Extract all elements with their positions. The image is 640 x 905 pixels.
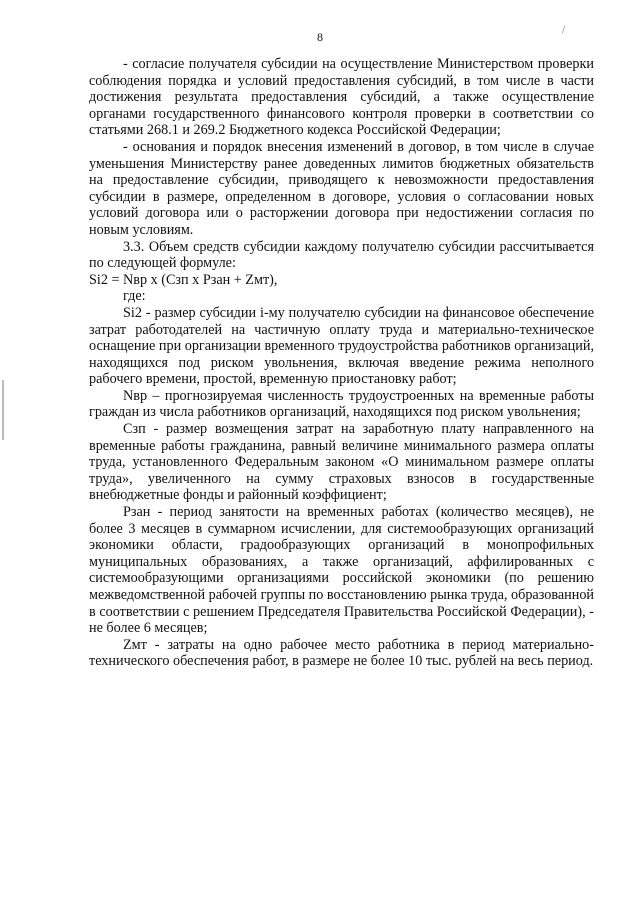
where-label: где:	[123, 288, 146, 305]
corner-mark: /	[562, 22, 566, 36]
page-number: 8	[317, 30, 323, 44]
paragraph-consent: - согласие получателя субсидии на осуществление Министерством проверки соблюдения порядка и условий предоставления субсидий, в том числе в части достижения результата предоставления субсидий, а также осуществление органами государственного финансового контроля проверки в соответствии со статьями 268.1 и 269.2 Бюджетного кодекса Российской Федерации;	[89, 56, 594, 139]
paragraph-3-3: 3.3. Объем средств субсидии каждому получателю субсидии рассчитывается по следующей формуле:	[89, 238, 594, 272]
definition-zmt: Zмт - затраты на одно рабочее место работника в период материально-технического обеспечения работ, в размере не более 10 тыс. рублей на весь период.	[89, 636, 594, 670]
formula: Si2 = Nвр х (Сзп х Рзан + Zмт),	[89, 271, 278, 288]
scan-edge-mark	[2, 380, 4, 440]
definition-rzan: Рзан - период занятости на временных работах (количество месяцев), не более 3 месяцев в суммарном исчислении, для системообразующих организаций экономики области, градообразующих организаций в монопрофильных муниципальных образованиях, а также организаций, аффилированных с системообразующими организациями российской экономики (по решению межведомственной рабочей группы по восстановлению рынка труда, образованной в соответствии с решением Председателя Правительства Российской Федерации), - не более 6 месяцев;	[89, 504, 594, 637]
document-body	[89, 56, 594, 670]
definition-nvr: Nвр – прогнозируемая численность трудоустроенных на временные работы граждан из числа работников организаций, находящихся под риском увольнения;	[89, 387, 594, 421]
paragraph-amendments: - основания и порядок внесения изменений в договор, в том числе в случае уменьшения Министерству ранее доведенных лимитов бюджетных обязательств на предоставление субсидии, приводящего к невозможности предоставления субсидии в размере, определенном в договоре, условия о согласовании новых условий договора или о расторжении договора при недостижении согласия по новым условиям.	[89, 138, 594, 238]
definition-si2: Si2 - размер субсидии i-му получателю субсидии на финансовое обеспечение затрат работодателей на частичную оплату труда и материально-техническое оснащение при организации временного трудоустройства работников организаций, находящихся под риском увольнения, включая введение режима неполного рабочего времени, простой, временную приостановку работ;	[89, 304, 594, 388]
definition-szp: Сзп - размер возмещения затрат на заработную плату направленного на временные работы гражданина, равный величине минимального размера оплаты труда, установленного Федеральным законом «О минимальном размере оплаты труда», увеличенного на сумму страховых взносов в государственные внебюджетные фонды и районный коэффициент;	[89, 421, 594, 504]
